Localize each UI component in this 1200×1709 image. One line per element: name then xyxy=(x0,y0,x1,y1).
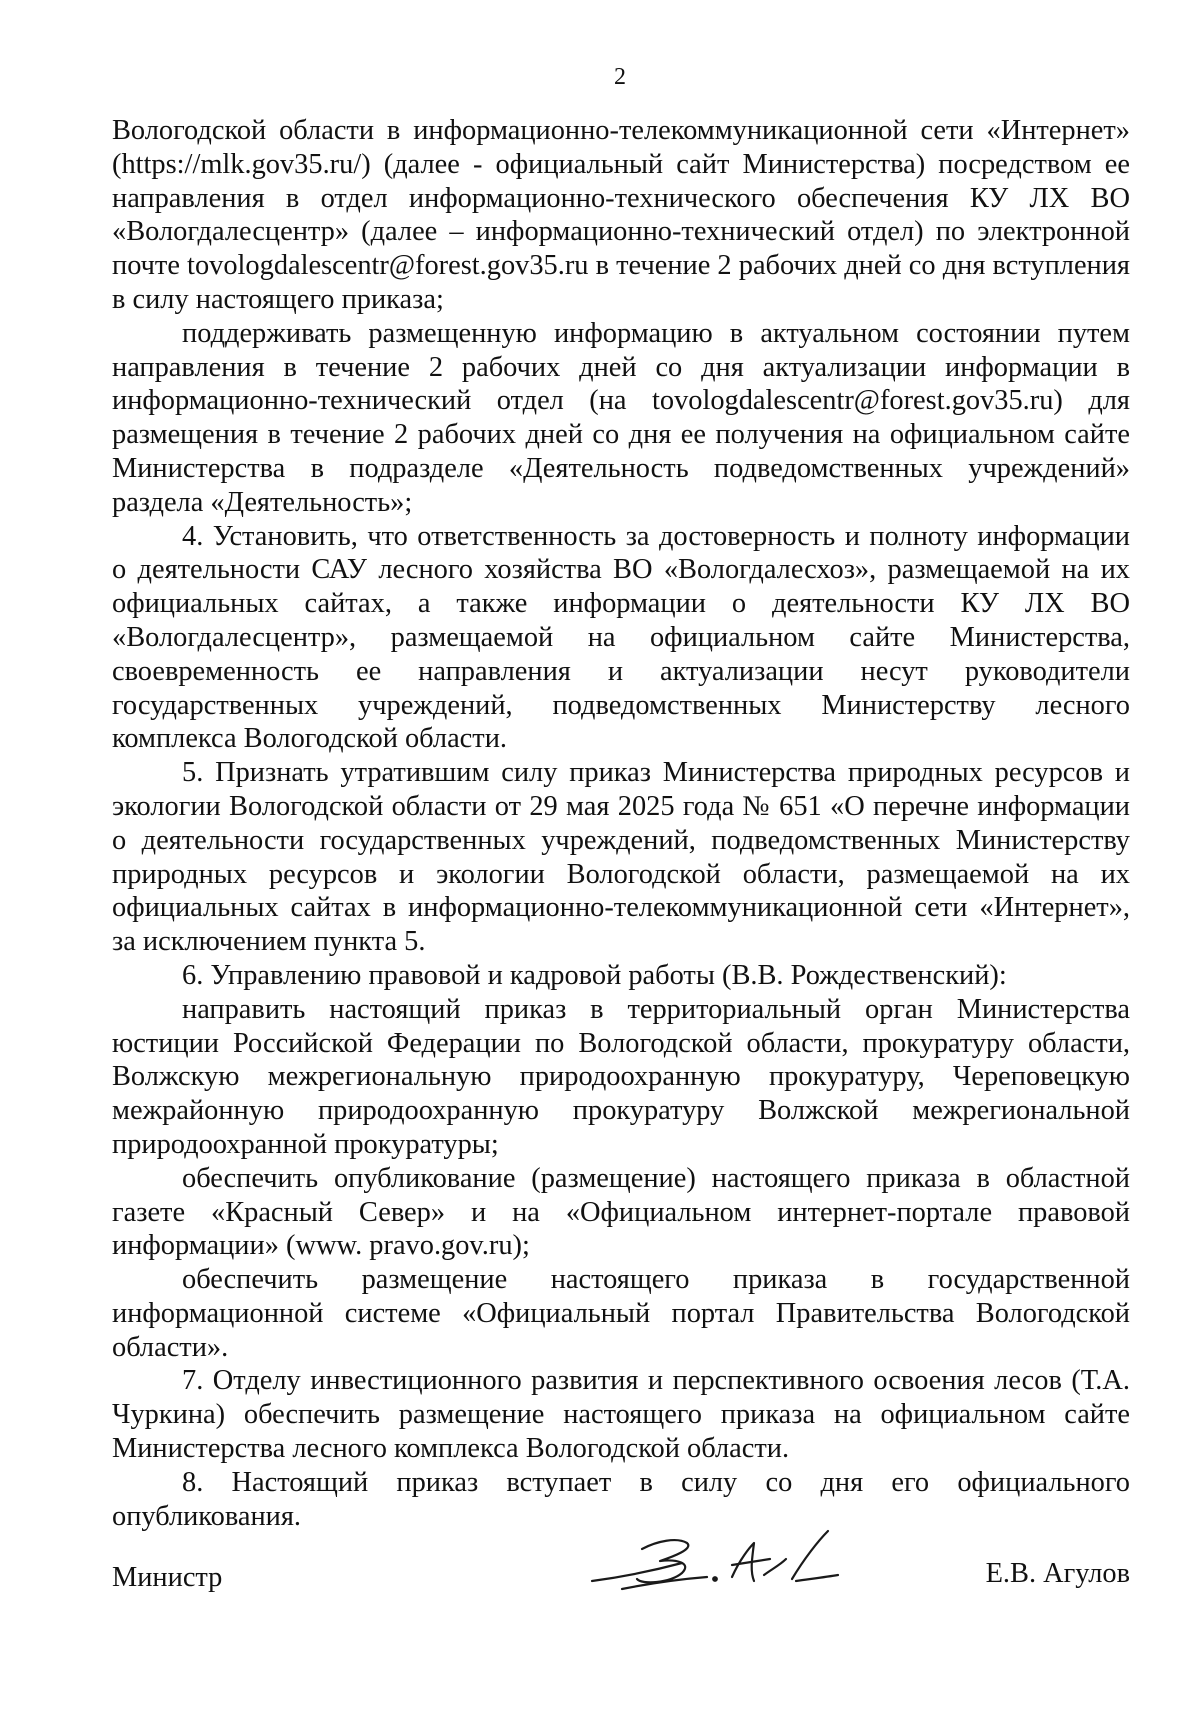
paragraph-10: 8. Настоящий приказ вступает в силу со дня его официального опубликования. xyxy=(112,1466,1130,1532)
paragraph-9: 7. Отделу инвестиционного развития и перспективного освоения лесов (Т.А. Чуркина) обеспечить размещение настоящего приказа на официальном сайте Министерства лесного комплекса Вологодской области. xyxy=(112,1365,1130,1465)
paragraph-3: 4. Установить, что ответственность за достоверность и полноту информации о деятельности САУ лесного хозяйства ВО «Вологдалесхоз», размещаемой на их официальных сайтах, а также информации о деятельности КУ ЛХ ВО «Вологдалесцентр», размещаемой на официальном сайте Министерства, своевременность ее направления и актуализации несут руководители государственных учреждений, подведомственных Министерству лесного комплекса Вологодской области. xyxy=(112,520,1130,755)
paragraph-2: поддерживать размещенную информацию в актуальном состоянии путем направления в течение 2 рабочих дней со дня актуализации информации в информационно-технический отдел (на tovologdalescentr@forest.gov35.ru) для размещения в течение 2 рабочих дней со дня ее получения на официальном сайте Министерства в подразделе «Деятельность подведомственных учреждений» раздела «Деятельность»; xyxy=(112,317,1130,518)
paragraph-7: обеспечить опубликование (размещение) настоящего приказа в областной газете «Красный Север» и на «Официальном интернет-портале правовой информации» (www. pravo.gov.ru); xyxy=(112,1162,1130,1262)
document-body xyxy=(112,114,1130,1533)
handwritten-signature-icon xyxy=(582,1519,842,1599)
paragraph-8: обеспечить размещение настоящего приказа в государственной информационной системе «Официальный портал Правительства Вологодской области». xyxy=(112,1264,1130,1363)
paragraph-6: направить настоящий приказ в территориальный орган Министерства юстиции Российской Федерации по Вологодской области, прокуратуру области, Волжскую межрегиональную природоохранную прокуратуру, Череповецкую межрайонную природоохранную прокуратуру Волжской межрегиональной природоохранной прокуратуры; xyxy=(112,993,1130,1160)
paragraph-1: Вологодской области в информационно-телекоммуникационной сети «Интернет» (https://mlk.gov35.ru/) (далее - официальный сайт Министерства) посредством ее направления в отдел информационно-технического обеспечения КУ ЛХ ВО «Вологдалесцентр» (далее – информационно-технический отдел) по электронной почте tovologdalescentr@forest.gov35.ru в течение 2 рабочих дней со дня вступления в силу настоящего приказа; xyxy=(112,115,1130,315)
signatory-title: Министр xyxy=(112,1562,223,1593)
paragraph-5: 6. Управлению правовой и кадровой работы (В.В. Рождественский): xyxy=(182,959,1007,991)
signatory-name: Е.В. Агулов xyxy=(985,1558,1130,1589)
paragraph-4: 5. Признать утратившим силу приказ Министерства природных ресурсов и экологии Вологодской области от 29 мая 2025 года № 651 «О перечне информации о деятельности государственных учреждений, подведомственных Министерству природных ресурсов и экологии Вологодской области, размещаемой на их официальных сайтах в информационно-телекоммуникационной сети «Интернет», за исключением пункта 5. xyxy=(112,757,1130,958)
page-number: 2 xyxy=(614,64,626,90)
signature-block xyxy=(112,1535,1130,1605)
